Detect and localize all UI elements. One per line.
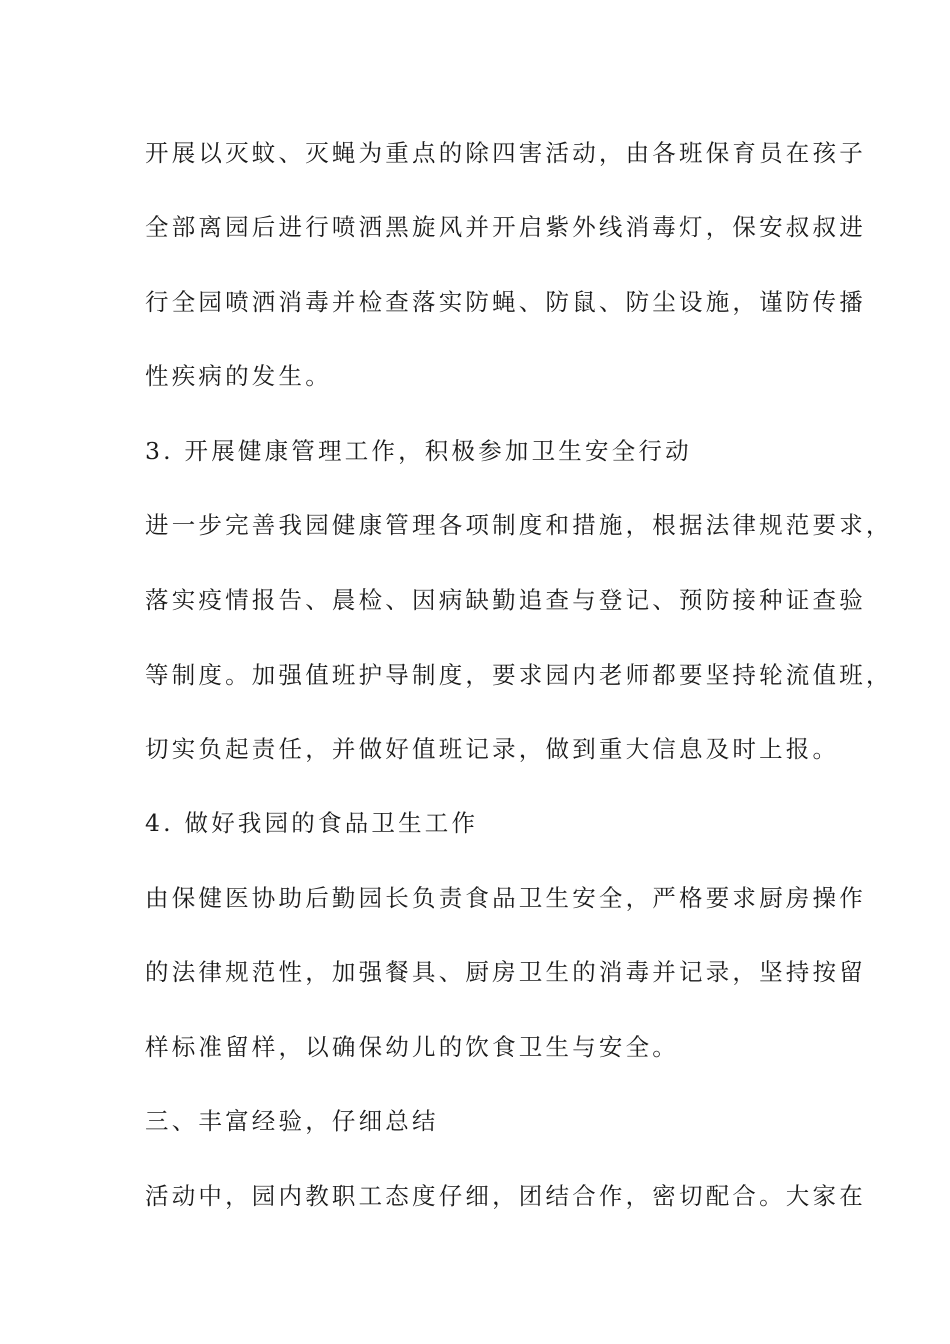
section-heading: 4. 做好我园的食品卫生工作 [145, 809, 479, 837]
text-line: 活动中，园内教职工态度仔细，团结合作，密切配合。大家在 [145, 1182, 866, 1210]
section-heading: 三、丰富经验，仔细总结 [145, 1107, 439, 1135]
text-line: 进一步完善我园健康管理各项制度和措施，根据法律规范要求， [145, 511, 893, 539]
text-line: 落实疫情报告、晨检、因病缺勤追查与登记、预防接种证查验 [145, 586, 866, 614]
text-line: 切实负起责任，并做好值班记录，做到重大信息及时上报。 [145, 735, 840, 763]
text-line: 行全园喷洒消毒并检查落实防蝇、防鼠、防尘设施，谨防传播 [145, 288, 866, 316]
text-line: 性疾病的发生。 [145, 362, 332, 390]
text-line: 开展以灭蚊、灭蝇为重点的除四害活动，由各班保育员在孩子 [145, 139, 866, 167]
section-heading: 3. 开展健康管理工作，积极参加卫生安全行动 [145, 437, 692, 465]
text-line: 的法律规范性，加强餐具、厨房卫生的消毒并记录，坚持按留 [145, 958, 866, 986]
text-line: 由保健医协助后勤园长负责食品卫生安全，严格要求厨房操作 [145, 884, 866, 912]
text-line: 等制度。加强值班护导制度，要求园内老师都要坚持轮流值班， [145, 661, 893, 689]
text-line: 全部离园后进行喷洒黑旋风并开启紫外线消毒灯，保安叔叔进 [145, 213, 866, 241]
text-line: 样标准留样，以确保幼儿的饮食卫生与安全。 [145, 1033, 679, 1061]
